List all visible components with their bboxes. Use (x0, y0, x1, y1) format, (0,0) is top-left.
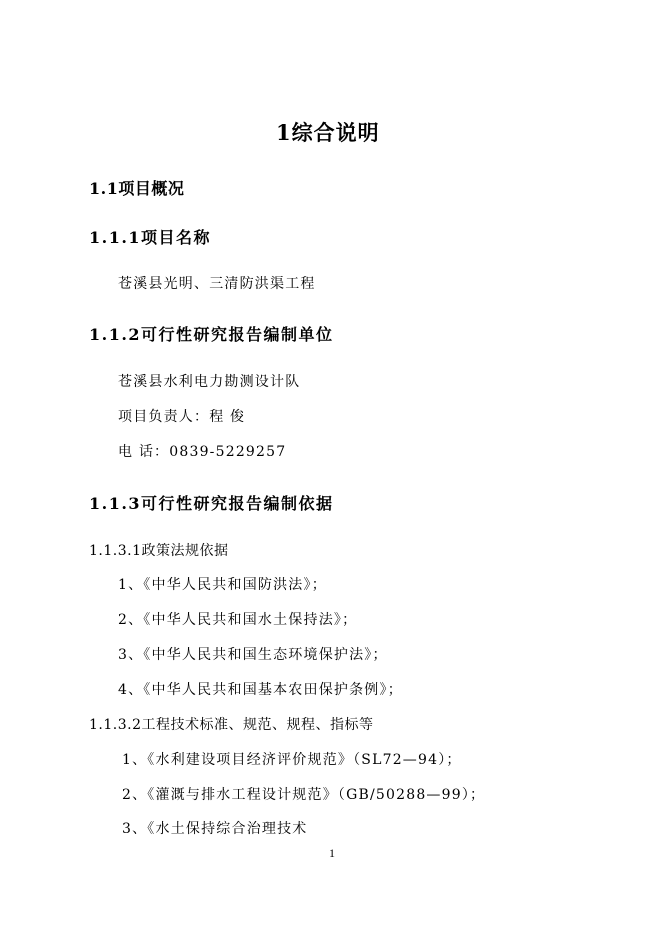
project-name-text: 苍溪县光明、三清防洪渠工程 (118, 276, 316, 292)
section-heading-1-1: 1.1项目概况 (89, 179, 185, 198)
section-heading-1-1-2: 1.1.2可行性研究报告编制单位 (89, 325, 334, 344)
phone-text: 电 话：0839-5229257 (118, 444, 287, 460)
list-item-standard-1: 1、《水利建设项目经济评价规范》（SL72—94）； (122, 752, 462, 768)
unit-name-text: 苍溪县水利电力勘测设计队 (118, 374, 301, 390)
page-number: 1 (329, 846, 335, 860)
list-item-law-2: 2、《中华人民共和国水土保持法》； (118, 612, 358, 628)
list-item-law-1: 1、《中华人民共和国防洪法》； (118, 577, 327, 593)
list-item-law-3: 3、《中华人民共和国生态环境保护法》； (118, 647, 388, 663)
section-heading-1-1-3: 1.1.3可行性研究报告编制依据 (89, 494, 334, 513)
section-heading-1-1-3-2: 1.1.3.2工程技术标准、规范、规程、指标等 (89, 717, 374, 733)
list-item-standard-3: 3、《水土保持综合治理技术 (122, 821, 308, 837)
section-heading-1-1-3-1: 1.1.3.1政策法规依据 (89, 543, 229, 559)
section-heading-1-1-1: 1.1.1项目名称 (89, 228, 212, 247)
project-leader-text: 项目负责人：程 俊 (118, 409, 246, 425)
list-item-standard-2: 2、《灌溉与排水工程设计规范》（GB/50288—99）； (122, 787, 486, 803)
list-item-law-4: 4、《中华人民共和国基本农田保护条例》； (118, 682, 403, 698)
page-title: 1综合说明 (276, 120, 380, 145)
